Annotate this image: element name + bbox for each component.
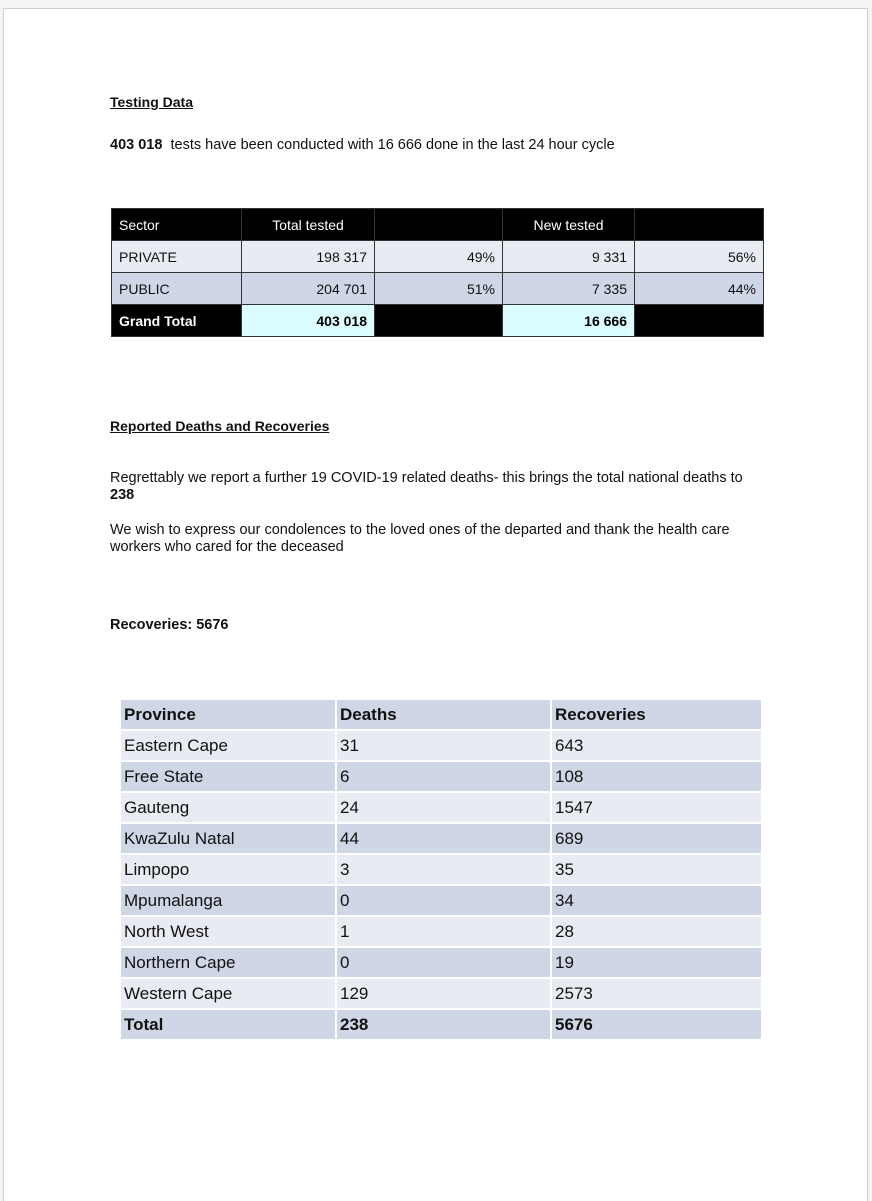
table-row — [120, 916, 762, 947]
condolences-paragraph: We wish to express our condolences to the loved ones of the departed and thank the health care workers who cared for the deceased — [110, 522, 730, 555]
cell: PRIVATE — [112, 241, 242, 273]
cell: 0 — [336, 947, 551, 978]
grand-total-row — [112, 305, 764, 337]
cell: Eastern Cape — [120, 730, 336, 761]
table-row — [112, 273, 764, 305]
cell: 7 335 — [503, 273, 635, 305]
table-row — [120, 978, 762, 1009]
cell: 1 — [336, 916, 551, 947]
cell: 5676 — [551, 1009, 762, 1040]
tests-total: 403 018 — [110, 137, 163, 153]
deaths-heading: Reported Deaths and Recoveries — [110, 418, 330, 434]
province-table — [119, 698, 763, 1041]
cell: 403 018 — [242, 305, 375, 337]
cell: Mpumalanga — [120, 885, 336, 916]
cell: 689 — [551, 823, 762, 854]
cell: 9 331 — [503, 241, 635, 273]
testing-data-heading: Testing Data — [110, 94, 193, 110]
cell: 24 — [336, 792, 551, 823]
cell: Northern Cape — [120, 947, 336, 978]
cell: 0 — [336, 885, 551, 916]
header-cell: Deaths — [336, 699, 551, 730]
table-row — [120, 854, 762, 885]
header-cell — [635, 209, 764, 241]
cell: 34 — [551, 885, 762, 916]
cell: 56% — [635, 241, 764, 273]
header-cell: Province — [120, 699, 336, 730]
header-cell: Total tested — [242, 209, 375, 241]
cell: 129 — [336, 978, 551, 1009]
cell: 35 — [551, 854, 762, 885]
table-header-row — [120, 699, 762, 730]
cell: 49% — [375, 241, 503, 273]
document-page — [3, 8, 868, 1201]
cell: Grand Total — [112, 305, 242, 337]
cell: 1547 — [551, 792, 762, 823]
table-row — [120, 792, 762, 823]
table-row — [120, 823, 762, 854]
cell: 16 666 — [503, 305, 635, 337]
cell: KwaZulu Natal — [120, 823, 336, 854]
cell: 31 — [336, 730, 551, 761]
cell: 2573 — [551, 978, 762, 1009]
testing-summary — [110, 137, 615, 154]
cell: 643 — [551, 730, 762, 761]
cell: 44 — [336, 823, 551, 854]
total-row — [120, 1009, 762, 1040]
table-row — [120, 885, 762, 916]
cell: 6 — [336, 761, 551, 792]
cell: 28 — [551, 916, 762, 947]
testing-summary-text: tests have been conducted with 16 666 done in the last 24 hour cycle — [162, 137, 615, 153]
cell — [375, 305, 503, 337]
recoveries-label: Recoveries: 5676 — [110, 617, 229, 633]
cell: Gauteng — [120, 792, 336, 823]
table-row — [120, 947, 762, 978]
cell: 44% — [635, 273, 764, 305]
cell: North West — [120, 916, 336, 947]
cell: Limpopo — [120, 854, 336, 885]
cell: PUBLIC — [112, 273, 242, 305]
table-row — [120, 730, 762, 761]
header-cell: New tested — [503, 209, 635, 241]
cell: 198 317 — [242, 241, 375, 273]
table-row — [120, 761, 762, 792]
table-header-row — [112, 209, 764, 241]
cell: 51% — [375, 273, 503, 305]
cell: Free State — [120, 761, 336, 792]
header-cell — [375, 209, 503, 241]
cell: 19 — [551, 947, 762, 978]
cell: 204 701 — [242, 273, 375, 305]
cell: Western Cape — [120, 978, 336, 1009]
cell — [635, 305, 764, 337]
header-cell: Sector — [112, 209, 242, 241]
cell: 3 — [336, 854, 551, 885]
deaths-total: 238 — [110, 487, 135, 503]
table-row — [112, 241, 764, 273]
header-cell: Recoveries — [551, 699, 762, 730]
cell: 108 — [551, 761, 762, 792]
cell: Total — [120, 1009, 336, 1040]
deaths-text: Regrettably we report a further 19 COVID-19 related deaths- this brings the total national deaths to — [110, 470, 743, 486]
deaths-paragraph — [110, 470, 770, 504]
cell: 238 — [336, 1009, 551, 1040]
testing-table — [111, 208, 764, 337]
